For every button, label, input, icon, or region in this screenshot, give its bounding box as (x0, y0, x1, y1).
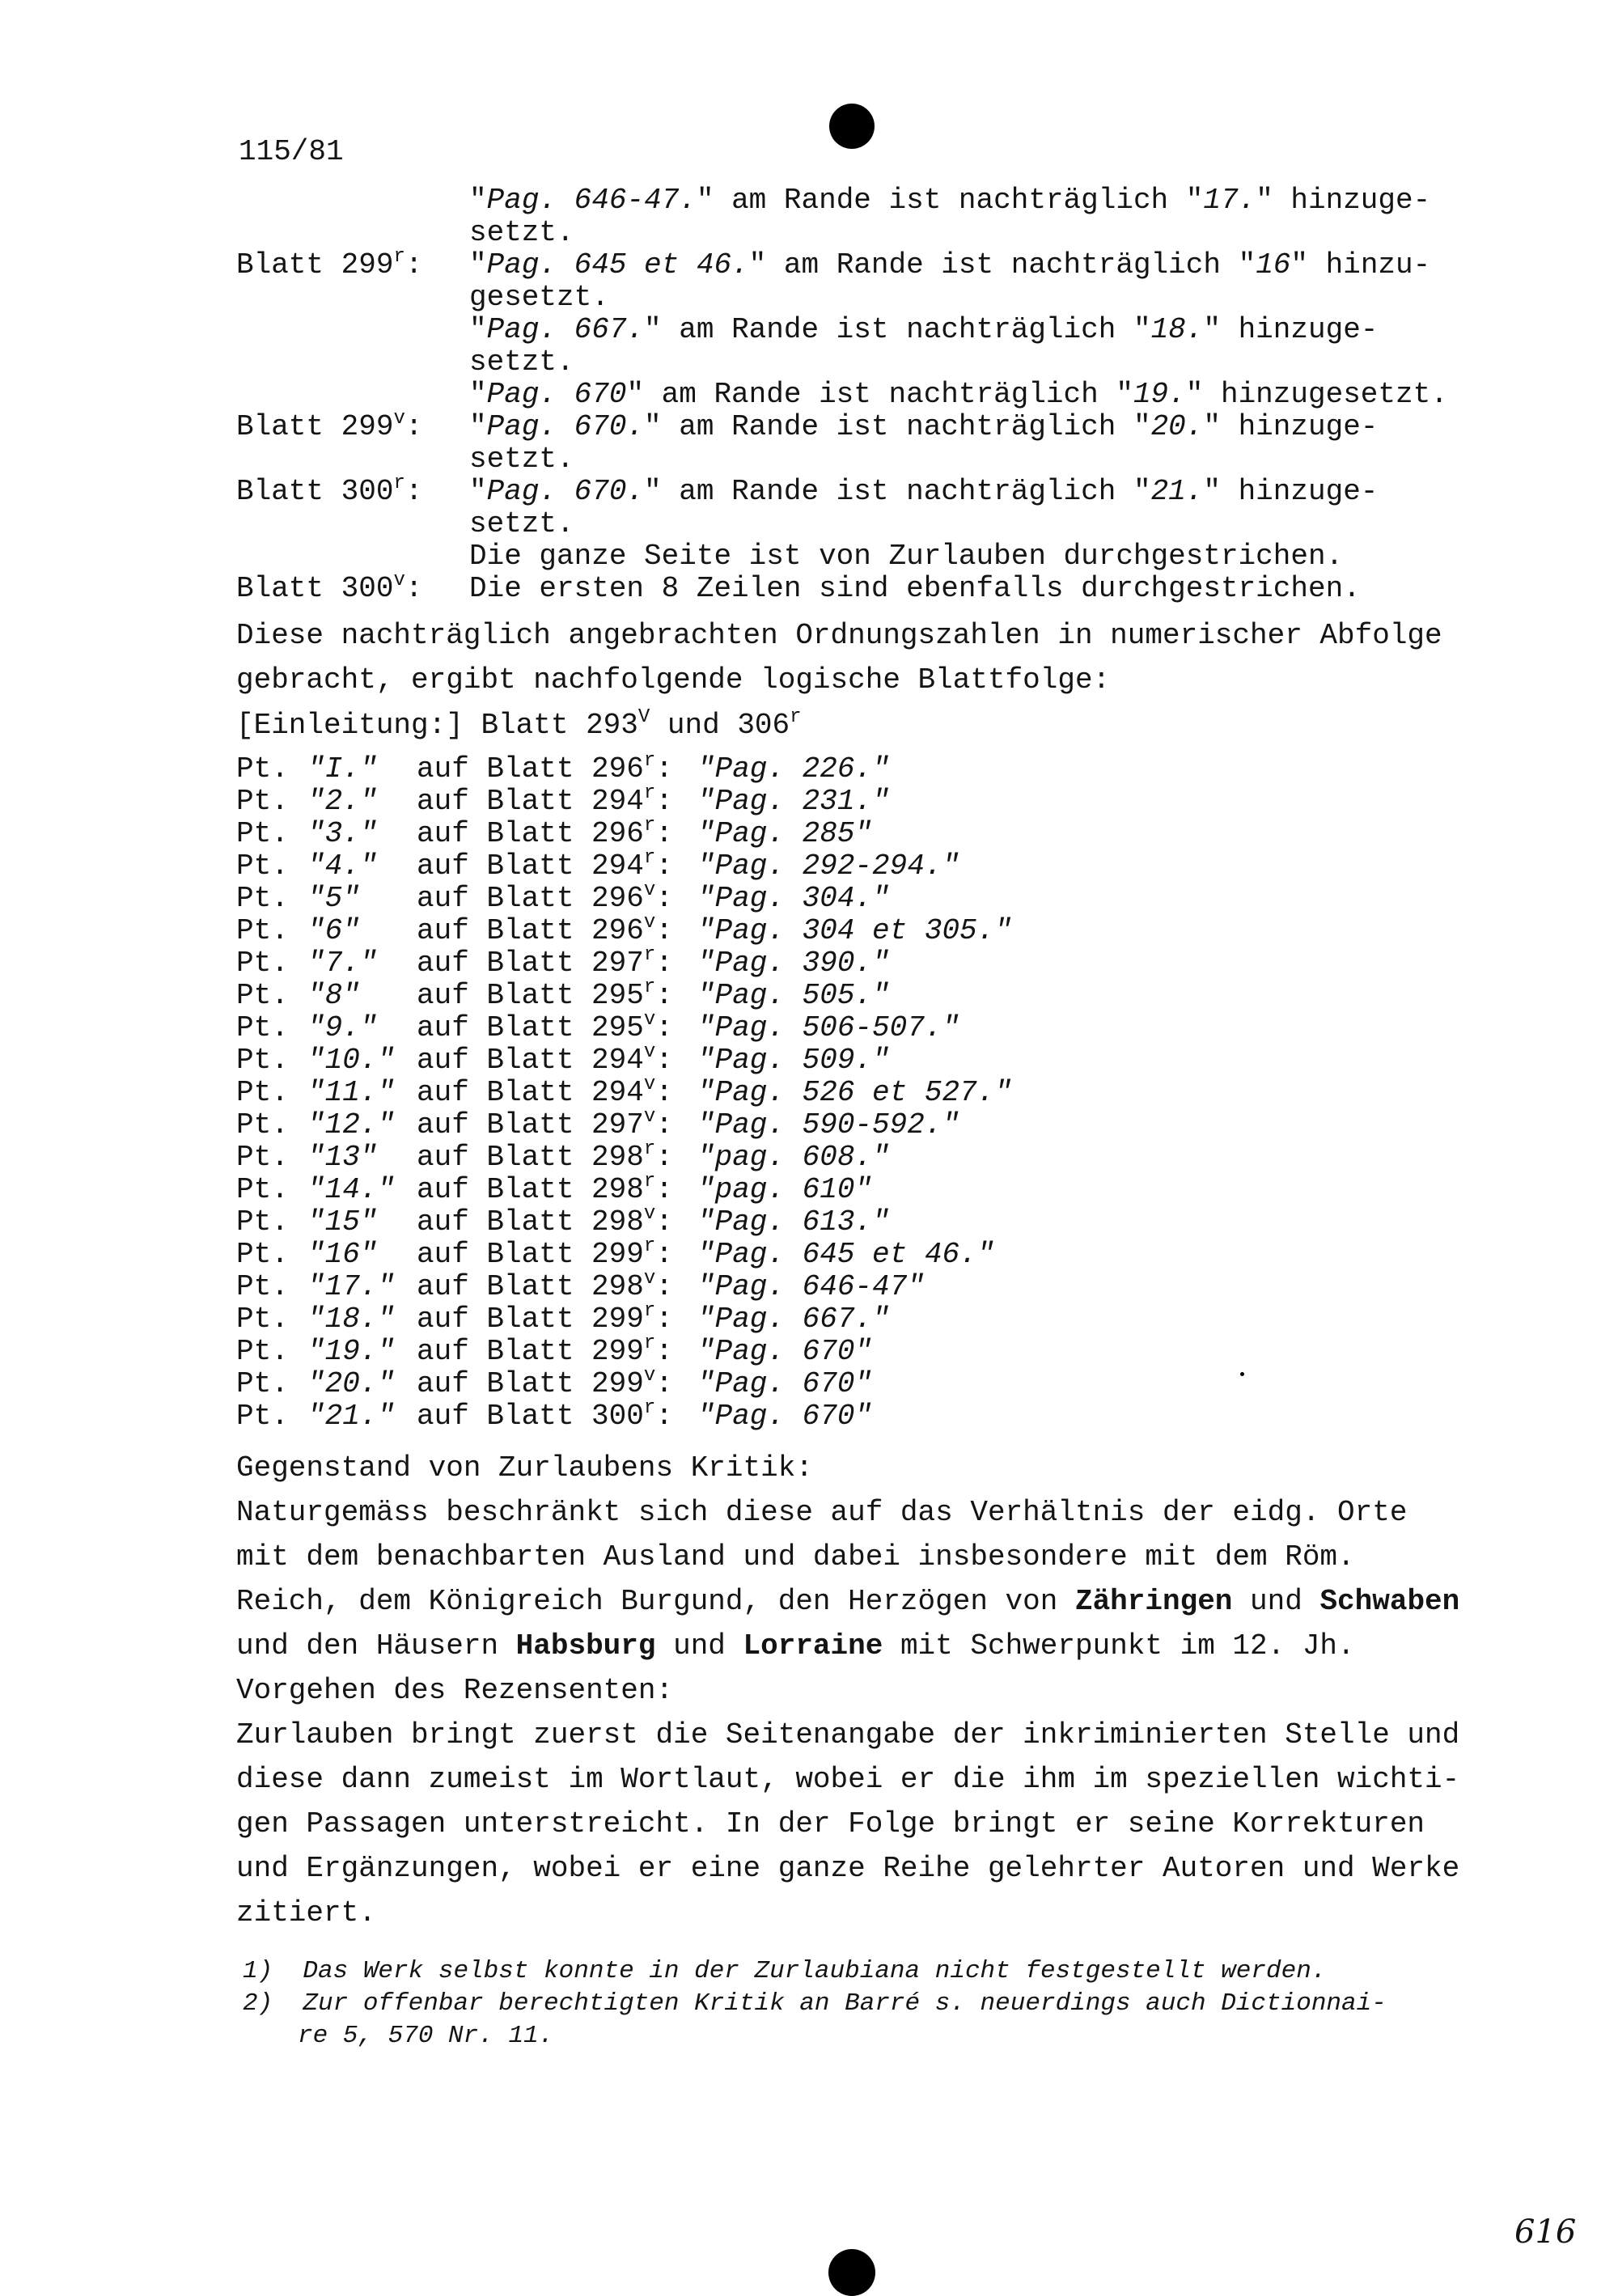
point-number: "I." (307, 752, 378, 786)
point-label: Pt. (236, 1238, 289, 1271)
point-blatt-sup: v (643, 1009, 656, 1031)
point-blatt-text: auf Blatt 298 (417, 1205, 644, 1239)
point-number: "19." (307, 1335, 396, 1368)
point-pag: "Pag. 226." (697, 752, 890, 786)
einleitung-prefix: [Einleitung:] Blatt 293 (236, 709, 638, 742)
vorgehen-line: zitiert. (236, 1896, 376, 1930)
point-blatt: auf Blatt 297$^r$: (417, 944, 673, 980)
point-label: Pt. (236, 1400, 289, 1433)
point-blatt: auf Blatt 296$^v$: (417, 912, 673, 947)
point-number: "4." (307, 849, 378, 883)
point-blatt-text: auf Blatt 298 (417, 1270, 644, 1303)
point-pag: "Pag. 390." (697, 947, 890, 980)
vorgehen-heading: Vorgehen des Rezensenten: (236, 1674, 674, 1707)
vorgehen-line: Zurlauben bringt zuerst die Seitenangabe der inkriminierten Stelle und (236, 1718, 1460, 1752)
point-blatt-text: auf Blatt 296 (417, 914, 644, 947)
text-run: und (655, 1629, 743, 1663)
note-line: setzt. (469, 216, 574, 249)
blatt-label: Blatt 300$^v$: (236, 570, 423, 605)
note-line: "Pag. 646-47." am Rande ist nachträglich "17." hinzuge- (469, 184, 1431, 217)
point-pag: "Pag. 646-47" (697, 1270, 925, 1303)
point-label: Pt. (236, 1205, 289, 1239)
point-pag: "pag. 610" (697, 1173, 873, 1206)
note-line: setzt. (469, 507, 574, 540)
note-line: "Pag. 670." am Rande ist nachträglich "21." hinzuge- (469, 475, 1379, 508)
point-pag: "Pag. 613." (697, 1205, 890, 1239)
point-blatt-text: auf Blatt 297 (417, 947, 644, 980)
point-number: "13" (307, 1141, 378, 1174)
point-blatt: auf Blatt 299$^r$: (417, 1235, 673, 1271)
point-blatt-text: auf Blatt 298 (417, 1141, 644, 1174)
gegenstand-line: Naturgemäss beschränkt sich diese auf das Verhältnis der eidg. Orte (236, 1496, 1408, 1529)
point-pag: "Pag. 304 et 305." (697, 914, 1012, 947)
text-run: und den Häusern (236, 1629, 516, 1663)
vorgehen-line: diese dann zumeist im Wortlaut, wobei er die ihm im speziellen wichti- (236, 1763, 1460, 1796)
note-line: setzt. (469, 443, 574, 476)
note-line: "Pag. 667." am Rande ist nachträglich "18." hinzuge- (469, 313, 1379, 346)
intro-line: Diese nachträglich angebrachten Ordnungszahlen in numerischer Abfolge (236, 619, 1442, 652)
point-blatt-text: auf Blatt 294 (417, 1044, 644, 1077)
point-blatt-sup: r (643, 1138, 656, 1160)
point-blatt: auf Blatt 296$^v$: (417, 879, 673, 915)
point-blatt: auf Blatt 299$^r$: (417, 1332, 673, 1368)
bold-lorraine: Lorraine (743, 1629, 883, 1663)
intro-line: gebracht, ergibt nachfolgende logische Blattfolge: (236, 663, 1111, 697)
point-label: Pt. (236, 1141, 289, 1174)
point-blatt: auf Blatt 297$^v$: (417, 1106, 673, 1142)
point-label: Pt. (236, 752, 289, 786)
point-label: Pt. (236, 817, 289, 850)
footnote-1: 1) Das Werk selbst konnte in der Zurlaubiana nicht festgestellt werden. (243, 1957, 1327, 1985)
point-number: "20." (307, 1367, 396, 1400)
point-label: Pt. (236, 1011, 289, 1044)
point-blatt-text: auf Blatt 296 (417, 817, 644, 850)
point-pag: "Pag. 590-592." (697, 1108, 960, 1142)
einleitung-sup: r (790, 706, 802, 728)
point-blatt-sup: r (643, 1300, 656, 1322)
point-number: "21." (307, 1400, 396, 1433)
point-number: "16" (307, 1238, 378, 1271)
footnote-2-cont: re 5, 570 Nr. 11. (298, 2022, 554, 2050)
point-blatt-sup: v (643, 1106, 656, 1128)
point-blatt-text: auf Blatt 295 (417, 1011, 644, 1044)
note-line: gesetzt. (469, 281, 609, 314)
point-label: Pt. (236, 1044, 289, 1077)
point-blatt-sup: v (643, 1074, 656, 1095)
note-line: "Pag. 670." am Rande ist nachträglich "20." hinzuge- (469, 410, 1379, 443)
footnote-2: 2) Zur offenbar berechtigten Kritik an Barré s. neuerdings auch Dictionnai- (243, 1989, 1387, 2018)
point-number: "18." (307, 1303, 396, 1336)
punch-hole-bottom (828, 2249, 875, 2296)
point-number: "10." (307, 1044, 396, 1077)
point-label: Pt. (236, 1367, 289, 1400)
point-pag: "Pag. 304." (697, 882, 890, 915)
gegenstand-line (236, 1585, 1459, 1618)
point-pag: "Pag. 667." (697, 1303, 890, 1336)
point-blatt-sup: r (643, 976, 656, 998)
text-run: mit Schwerpunkt im 12. Jh. (883, 1629, 1355, 1663)
punch-hole-top (829, 104, 875, 149)
vorgehen-line: und Ergänzungen, wobei er eine ganze Reihe gelehrter Autoren und Werke (236, 1852, 1460, 1885)
point-blatt: auf Blatt 294$^v$: (417, 1074, 673, 1109)
point-pag: "Pag. 231." (697, 785, 890, 818)
point-blatt-text: auf Blatt 299 (417, 1367, 644, 1400)
point-number: "3." (307, 817, 378, 850)
point-label: Pt. (236, 1108, 289, 1142)
note-line: "Pag. 645 et 46." am Rande ist nachträglich "16" hinzu- (469, 248, 1431, 282)
point-blatt-sup: v (643, 1203, 656, 1225)
point-number: "8" (307, 979, 360, 1012)
point-label: Pt. (236, 1270, 289, 1303)
vorgehen-line: gen Passagen unterstreicht. In der Folge bringt er seine Korrekturen (236, 1807, 1425, 1841)
point-number: "14." (307, 1173, 396, 1206)
point-blatt-sup: v (643, 879, 656, 901)
point-pag: "Pag. 509." (697, 1044, 890, 1077)
point-blatt-text: auf Blatt 294 (417, 1076, 644, 1109)
point-pag: "Pag. 285" (697, 817, 873, 850)
point-blatt-sup: r (643, 782, 656, 804)
note-line: "Pag. 670" am Rande ist nachträglich "19." hinzugesetzt. (469, 378, 1448, 411)
point-blatt-sup: r (643, 815, 656, 837)
point-blatt: auf Blatt 300$^r$: (417, 1397, 673, 1433)
point-blatt-text: auf Blatt 299 (417, 1303, 644, 1336)
point-blatt: auf Blatt 298$^v$: (417, 1268, 673, 1303)
einleitung-line (236, 706, 802, 742)
point-blatt-text: auf Blatt 294 (417, 849, 644, 883)
point-pag: "Pag. 505." (697, 979, 890, 1012)
point-blatt: auf Blatt 296$^r$: (417, 750, 673, 786)
bold-habsburg: Habsburg (515, 1629, 656, 1663)
point-label: Pt. (236, 1303, 289, 1336)
point-number: "2." (307, 785, 378, 818)
point-blatt-text: auf Blatt 298 (417, 1173, 644, 1206)
point-label: Pt. (236, 849, 289, 883)
point-blatt-sup: r (643, 750, 656, 772)
point-pag: "Pag. 292-294." (697, 849, 960, 883)
point-pag: "Pag. 670" (697, 1335, 873, 1368)
einleitung-sup: V (637, 706, 650, 728)
point-blatt: auf Blatt 294$^r$: (417, 847, 673, 883)
archive-number: 115/81 (239, 135, 344, 168)
point-blatt: auf Blatt 298$^r$: (417, 1138, 673, 1174)
gegenstand-line (236, 1629, 1355, 1663)
point-blatt-text: auf Blatt 299 (417, 1335, 644, 1368)
point-number: "7." (307, 947, 378, 980)
point-blatt: auf Blatt 299$^v$: (417, 1365, 673, 1400)
point-pag: "Pag. 506-507." (697, 1011, 960, 1044)
point-number: "6" (307, 914, 360, 947)
gegenstand-line: mit dem benachbarten Ausland und dabei insbesondere mit dem Röm. (236, 1540, 1355, 1574)
point-blatt: auf Blatt 295$^v$: (417, 1009, 673, 1044)
blatt-label: Blatt 299$^r$: (236, 246, 423, 282)
point-label: Pt. (236, 882, 289, 915)
point-blatt: auf Blatt 298$^r$: (417, 1171, 673, 1206)
point-pag: "Pag. 526 et 527." (697, 1076, 1012, 1109)
blatt-label: Blatt 299$^v$: (236, 408, 423, 443)
point-label: Pt. (236, 947, 289, 980)
point-blatt-sup: v (643, 1041, 656, 1063)
point-blatt-sup: r (643, 1397, 656, 1419)
speck (1240, 1372, 1244, 1376)
point-blatt: auf Blatt 295$^r$: (417, 976, 673, 1012)
point-blatt: auf Blatt 299$^r$: (417, 1300, 673, 1336)
point-pag: "Pag. 645 et 46." (697, 1238, 995, 1271)
point-number: "5" (307, 882, 360, 915)
gegenstand-heading: Gegenstand von Zurlaubens Kritik: (236, 1451, 813, 1485)
text-run: und (1232, 1585, 1320, 1618)
point-blatt-sup: v (643, 1365, 656, 1387)
point-blatt-text: auf Blatt 294 (417, 785, 644, 818)
point-number: "15" (307, 1205, 378, 1239)
point-blatt-text: auf Blatt 295 (417, 979, 644, 1012)
point-number: "9." (307, 1011, 378, 1044)
point-blatt-sup: r (643, 1332, 656, 1354)
point-blatt-text: auf Blatt 299 (417, 1238, 644, 1271)
text-run: Reich, dem Königreich Burgund, den Herzögen von (236, 1585, 1075, 1618)
point-number: "11." (307, 1076, 396, 1109)
blatt-label: Blatt 300$^r$: (236, 472, 423, 508)
point-label: Pt. (236, 1173, 289, 1206)
point-pag: "Pag. 670" (697, 1367, 873, 1400)
point-blatt-sup: v (643, 912, 656, 934)
point-number: "17." (307, 1270, 396, 1303)
point-blatt-sup: r (643, 1235, 656, 1257)
point-pag: "pag. 608." (697, 1141, 890, 1174)
point-label: Pt. (236, 1335, 289, 1368)
point-blatt-sup: v (643, 1268, 656, 1290)
point-blatt-text: auf Blatt 300 (417, 1400, 644, 1433)
note-line: Die ersten 8 Zeilen sind ebenfalls durchgestrichen. (469, 572, 1361, 605)
point-blatt-sup: r (643, 944, 656, 966)
point-label: Pt. (236, 785, 289, 818)
point-blatt-text: auf Blatt 296 (417, 882, 644, 915)
handwritten-page-number: 616 (1514, 2213, 1577, 2251)
point-label: Pt. (236, 979, 289, 1012)
point-blatt: auf Blatt 294$^r$: (417, 782, 673, 818)
point-blatt-sup: r (643, 847, 656, 869)
point-label: Pt. (236, 1076, 289, 1109)
note-line: Die ganze Seite ist von Zurlauben durchgestrichen. (469, 540, 1344, 573)
point-blatt-sup: r (643, 1171, 656, 1192)
point-blatt: auf Blatt 294$^v$: (417, 1041, 673, 1077)
point-blatt: auf Blatt 298$^v$: (417, 1203, 673, 1239)
point-number: "12." (307, 1108, 396, 1142)
point-pag: "Pag. 670" (697, 1400, 873, 1433)
einleitung-mid: und 306 (650, 709, 790, 742)
point-blatt-text: auf Blatt 297 (417, 1108, 644, 1142)
bold-schwaben: Schwaben (1319, 1585, 1460, 1618)
point-blatt: auf Blatt 296$^r$: (417, 815, 673, 850)
point-label: Pt. (236, 914, 289, 947)
point-blatt-text: auf Blatt 296 (417, 752, 644, 786)
bold-zaehringen: Zähringen (1074, 1585, 1233, 1618)
note-line: setzt. (469, 345, 574, 379)
